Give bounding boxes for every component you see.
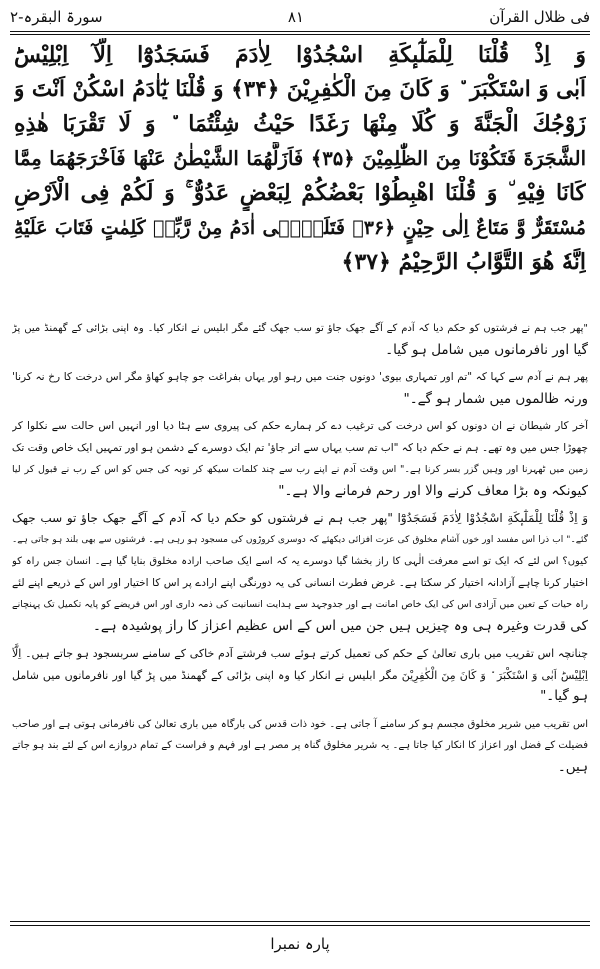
quran-line: زَوْجُكَ الْجَنَّةَ وَ كُلَا مِنْهَا رَغَدًا حَیْثُ شِئْتُمَا ٘ وَ لَا تَقْرَبَا هٰذِهِ	[14, 111, 586, 137]
commentary-line: کیوں؟ اس لئے کہ ایک تو اسے معرفت الٰہی کا راز بخشا گیا دوسرے یہ کہ اسے ایک صاحب ارادہ مخلوق بنایا گیا ہے۔ انسان جس راہ کو	[12, 556, 588, 567]
commentary-line: زمین میں ٹھہرنا اور وہیں گزر بسر کرنا ہے۔" اس وقت آدم نے اپنے رب سے چند کلمات سیکھ کر توبہ کی جس کو اس کے رب نے قبول کر لیا	[12, 464, 588, 475]
header-rule-thin	[10, 34, 590, 35]
header-rule	[10, 31, 590, 32]
surah-title: سورۃ البقرہ-۲	[10, 8, 103, 26]
footer-rule-thin	[10, 925, 590, 926]
commentary-line: آخر کار شیطان نے ان دونوں کو اس درخت کی ترغیب دے کر ہمارے حکم کی پیروی سے ہٹا دیا اور انہیں اس حالت سے نکلوا کر	[12, 420, 588, 432]
quran-line: مُسْتَقَرٌّ وَّ مَتَاعٌ اِلٰى حِیْنٍ ﴿۳۶﴾ فَتَلَقّٰۤى اٰدَمُ مِنْ رَّبِّهٖ كَلِمٰتٍ فَتَابَ عَلَیْهِؕ	[14, 216, 586, 239]
page-header	[10, 4, 590, 30]
footer-rule	[10, 921, 590, 922]
quran-line: كَانَا فِیْهِ ٘ وَ قُلْنَا اهْبِطُوْا بَعْضُكُمْ لِبَعْضٍ عَدُوٌّ ۚ وَ لَكُمْ فِی الْاَرْضِ	[14, 180, 586, 206]
commentary-line: چھوڑا جس میں وہ تھے۔ ہم نے حکم دیا کہ "اب تم سب یہاں سے اتر جاؤ' تم ایک دوسرے کے دشمن ہو اور تمہیں ایک خاص وقت تک	[12, 441, 588, 454]
commentary-line: ورنہ ظالموں میں شمار ہو گے۔"	[403, 390, 588, 407]
commentary-line: ہیں۔	[557, 758, 588, 775]
commentary-line: "پھر جب ہم نے فرشتوں کو حکم دیا کہ آدم کے آگے جھک جاؤ تو سب جھک گئے مگر ابلیس نے انکار کیا۔ وہ اپنی بڑائی کے گھمنڈ میں پڑ	[12, 323, 588, 334]
para-label: پارہ نمبرا	[270, 935, 330, 953]
quran-line: وَ اِذْ قُلْنَا لِلْمَلٰٓىٕكَةِ اسْجُدُوْا لِاٰدَمَ فَسَجَدُوْٓا اِلَّآ اِبْلِیْسَؕ	[14, 42, 586, 68]
commentary-line: ہو گیا۔"	[540, 688, 588, 704]
commentary-line: کی قدرت وغیرہ ہی وہ چیزیں ہیں جن میں اس کے اس عظیم اعزاز کا راز پوشیدہ ہے۔	[92, 617, 588, 634]
commentary-line: اس تقریب میں شریر مخلوق مجسم ہو کر سامنے آ جاتی ہے۔ خود ذات قدس کی بارگاہ میں باری تعالیٰ کی نافرمانی ہوتی ہے اور صاحب	[12, 718, 588, 730]
page-number: ۸۱	[287, 8, 304, 26]
commentary-line: چنانچہ اس تقریب میں باری تعالیٰ کے حکم کی تعمیل کرتے ہوئے سب فرشتے آدم خاکی کے سامنے سربسجود ہو جاتے ہیں۔ اِلَّآ	[12, 647, 588, 660]
book-title: فی ظلال القرآن	[489, 8, 590, 26]
commentary-line: گئے۔" اب ذرا اس مفسد اور خوں آشام مخلوق کی عزت افزائی دیکھئے کہ دوسری کروڑوں کی مسجود ہو رہی ہے۔ فرشتوں سے بھی بلند ہو جاتی ہے۔	[12, 534, 588, 545]
commentary-line: راہ حیات کے تعین میں آزادی اس کی ایک خاص امانت ہے اور جدوجہد سے ہدایت انسانیت کی ذمہ داری اور اس فریضے کو پایہ تکمیل تک پہنچانے	[12, 599, 588, 610]
quran-line: اِنَّهٗ هُوَ التَّوَّابُ الرَّحِیْمُ ﴿۳۷﴾	[341, 249, 586, 275]
commentary-line: کیونکہ وہ بڑا معاف کرنے والا اور رحم فرمانے والا ہے۔"	[278, 482, 588, 499]
commentary-line: وَ اِذْ قُلْنَا لِلْمَلٰٓىٕكَةِ اسْجُدُوْا لِاٰدَمَ فَسَجَدُوْٓا "پھر جب ہم نے فرشتوں کو حکم دیا کہ آدم کے آگے جھک جاؤ تو سب جھک	[12, 511, 588, 525]
commentary-text-block	[12, 318, 588, 918]
quran-line: الشَّجَرَةَ فَتَكُوْنَا مِنَ الظّٰلِمِیْنَ ﴿۳۵﴾ فَاَزَلَّهُمَا الشَّیْطٰنُ عَنْهَا فَاَخْرَجَهُمَا مِمَّا	[14, 146, 586, 170]
commentary-line: فضیلت کے فضل اور اعزاز کا انکار کیا جاتا ہے۔ یہ شریر مخلوق گناہ پر مصر ہے اور فہم و فراست کے تمام دروازے اس کے لئے بند ہو جاتے	[12, 740, 588, 751]
quran-line: اَبٰى وَ اسْتَكْبَرَ ٘ وَ كَانَ مِنَ الْكٰفِرِیْنَ ﴿۳۴﴾ وَ قُلْنَا یٰٓاٰدَمُ اسْكُنْ اَنْتَ وَ	[14, 76, 586, 102]
commentary-line: پھر ہم نے آدم سے کہا کہ "تم اور تمہاری بیوی' دونوں جنت میں رہو اور یہاں بفراغت جو چاہو کھاؤ مگر اس درخت کا رخ نہ کرنا'	[12, 371, 588, 383]
commentary-line: گیا اور نافرمانوں میں شامل ہو گیا۔	[385, 341, 588, 358]
commentary-line: اِبْلِیْسَؕ اَبٰى وَ اسْتَكْبَرَ ٘ وَ كَانَ مِنَ الْكٰفِرِیْنَ مگر ابلیس نے انکار کیا وہ اپنی بڑائی کے گھمنڈ میں پڑ گیا اور نافرمانوں میں شامل	[12, 668, 588, 682]
quran-text-block	[14, 38, 586, 314]
commentary-line: اختیار کرنا چاہے آزادانہ اختیار کر سکتا ہے۔ غرض فطرت انسانی کی یہ دورنگی اپنے ارادے پر اس کا اختیار اور اس کے ذریعے اپنے لئے	[12, 576, 588, 589]
